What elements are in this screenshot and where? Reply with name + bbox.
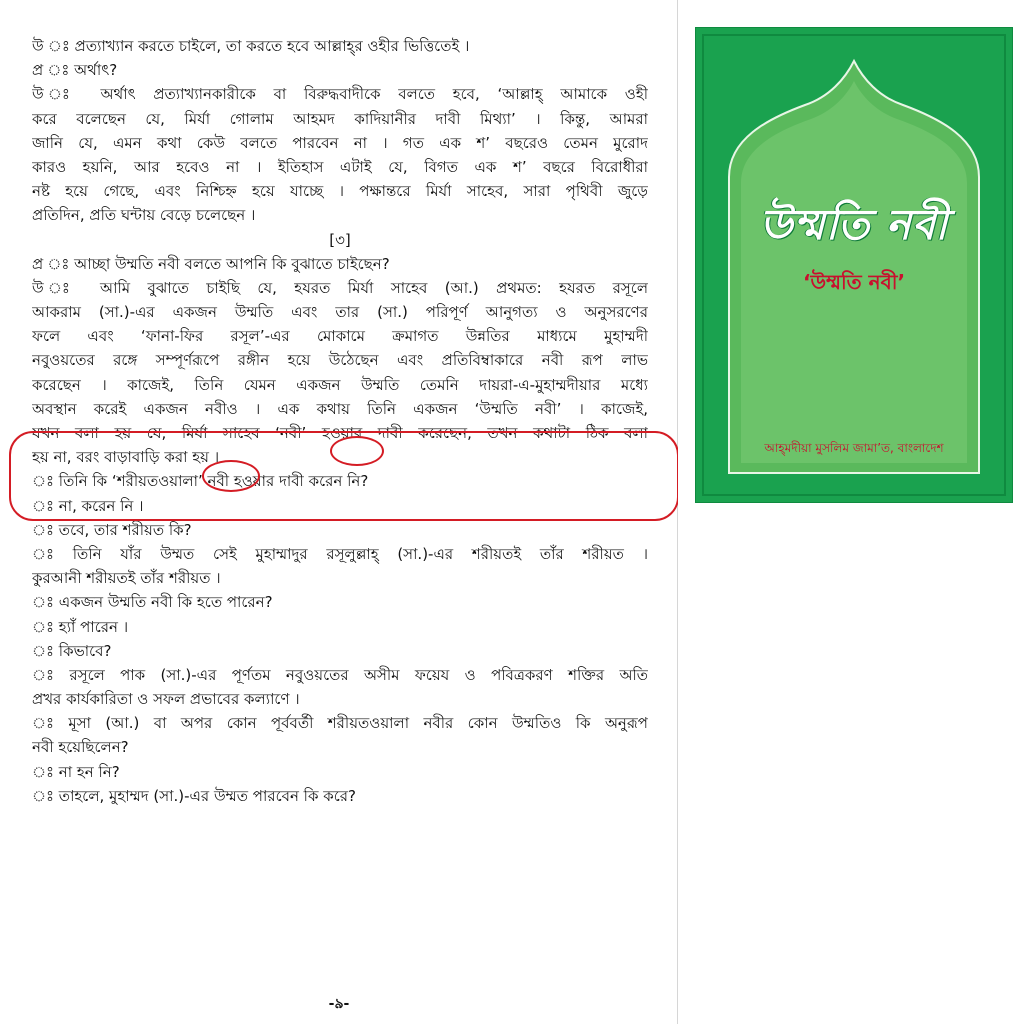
text-line: করেছেন । কাজেই, তিনি যেমন একজন উম্মতি তেমনি দায়রা-এ-মুহাম্মদীয়ার মধ্যে	[32, 375, 648, 394]
text-line: ঃ একজন উম্মতি নবী কি হতে পারেন?	[32, 593, 273, 612]
text-line: ঃ তাহলে, মুহাম্মদ (সা.)-এর উম্মত পারবেন কি করে?	[32, 786, 356, 805]
text-line: ঃ কিভাবে?	[32, 641, 112, 660]
page-number: -৯-	[328, 996, 350, 1012]
text-line: ফলে এবং ‘ফানা-ফির রসূল’-এর মোকামে ক্রমাগত উন্নতির মাধ্যমে মুহাম্মদী	[32, 327, 648, 346]
text-line: উ ঃ অর্থাৎ প্রত্যাখ্যানকারীকে বা বিরুদ্ধবাদীকে বলতে হবে, ‘আল্লাহ্‌ আমাকে ওহী	[32, 85, 648, 104]
text-line: ঃ না হন নি?	[32, 762, 120, 781]
text-line: অবস্থান করেই একজন নবীও । এক কথায় তিনি একজন ‘উম্মতি নবী’ । কাজেই,	[32, 399, 648, 418]
text-line: আকরাম (সা.)-এর একজন উম্মতি এবং তার (সা.) পরিপূর্ণ আনুগত্য ও অনুসরণের	[32, 303, 648, 322]
circle-annotation-ummati	[330, 436, 384, 466]
text-line: নবুওয়তের রঙ্গে সম্পূর্ণরূপে রঙ্গীন হয়ে উঠেছেন এবং প্রতিবিম্বাকারে নবী রূপ লাভ	[32, 351, 648, 370]
text-line: প্রতিদিন, প্রতি ঘন্টায় বেড়ে চলেছেন ।	[32, 206, 256, 225]
text-line: প্র ঃ আচ্ছা উম্মতি নবী বলতে আপনি কি বুঝাতে চাইছেন?	[32, 254, 390, 273]
cover-title: উম্মতি নবী	[759, 200, 949, 249]
text-line: ঃ তিনি কি ‘শরীয়তওয়ালা’ নবী হওয়ার দাবী করেন নি?	[32, 472, 369, 491]
cover-arch-graphic	[695, 27, 1013, 503]
book-cover	[695, 27, 1013, 503]
text-line: ঃ তিনি যাঁর উম্মত সেই মুহাম্মাদুর রসূলুল্লাহ্‌ (সা.)-এর শরীয়তই তাঁর শরীয়ত ।	[32, 544, 648, 563]
text-line: কুরআনী শরীয়তই তাঁর শরীয়ত ।	[32, 569, 221, 588]
text-line: নবী হয়েছিলেন?	[32, 738, 129, 757]
text-line: ঃ না, করেন নি ।	[32, 496, 144, 515]
text-line: উ ঃ প্রত্যাখ্যান করতে চাইলে, তা করতে হবে আল্লাহ্‌র ওহীর ভিত্তিতেই ।	[32, 37, 470, 55]
body-text	[32, 34, 648, 808]
text-line: [৩]	[329, 230, 351, 249]
text-line: কারও হয়নি, আর হবেও না । ইতিহাস এটাই যে, বিগত এক শ’ বছরে বিরোধীরা	[32, 157, 648, 176]
text-line: প্রখর কার্যকারিতা ও সফল প্রভাবের কল্যাণে ।	[32, 690, 300, 709]
text-line: ঃ মূসা (আ.) বা অপর কোন পূর্ববর্তী শরীয়তওয়ালা নবীর কোন উম্মতিও কি অনুরূপ	[32, 714, 648, 733]
text-line: ঃ হ্যাঁ পারেন ।	[32, 617, 129, 636]
text-line: হয় না, বরং বাড়াবাড়ি করা হয় ।	[32, 448, 220, 467]
text-line: করে বলেছেন যে, মির্যা গোলাম আহমদ কাদিয়ানীর দাবী মিথ্যা’ । কিন্তু, আমরা	[32, 109, 648, 128]
text-line: উ ঃ আমি বুঝাতে চাইছি যে, হযরত মির্যা সাহেব (আ.) প্রথমত: হযরত রসূলে	[32, 278, 648, 297]
cover-publisher: আহ্‌মদীয়া মুসলিম জামা’ত, বাংলাদেশ	[764, 441, 944, 455]
circle-annotation-nabio	[202, 460, 260, 492]
text-line: ঃ তবে, তার শরীয়ত কি?	[32, 520, 192, 539]
text-line: প্র ঃ অর্থাৎ?	[32, 61, 118, 80]
text-line: যখন বলা হয় যে, মির্যা সাহেব ‘নবী’ হওয়ার দাবী করেছেন, তখন কথাটা ঠিক বলা	[32, 424, 648, 442]
text-line: জানি যে, এমন কথা কেউ বলতে পারবেন না । গত এক শ’ বছরেও তেমন মুরোদ	[32, 133, 648, 152]
cover-subtitle: ‘উম্মতি নবী’	[802, 270, 906, 294]
text-line: নষ্ট হয়ে গেছে, এবং নিশ্চিহ্ন হয়ে যাচ্ছে । পক্ষান্তরে মির্যা সাহেব, সারা পৃথিবী জুড়ে	[32, 182, 648, 201]
text-line: ঃ রসূলে পাক (সা.)-এর পূর্ণতম নবুওয়তের অসীম ফয়েয ও পবিত্রকরণ শক্তির অতি	[32, 665, 648, 684]
